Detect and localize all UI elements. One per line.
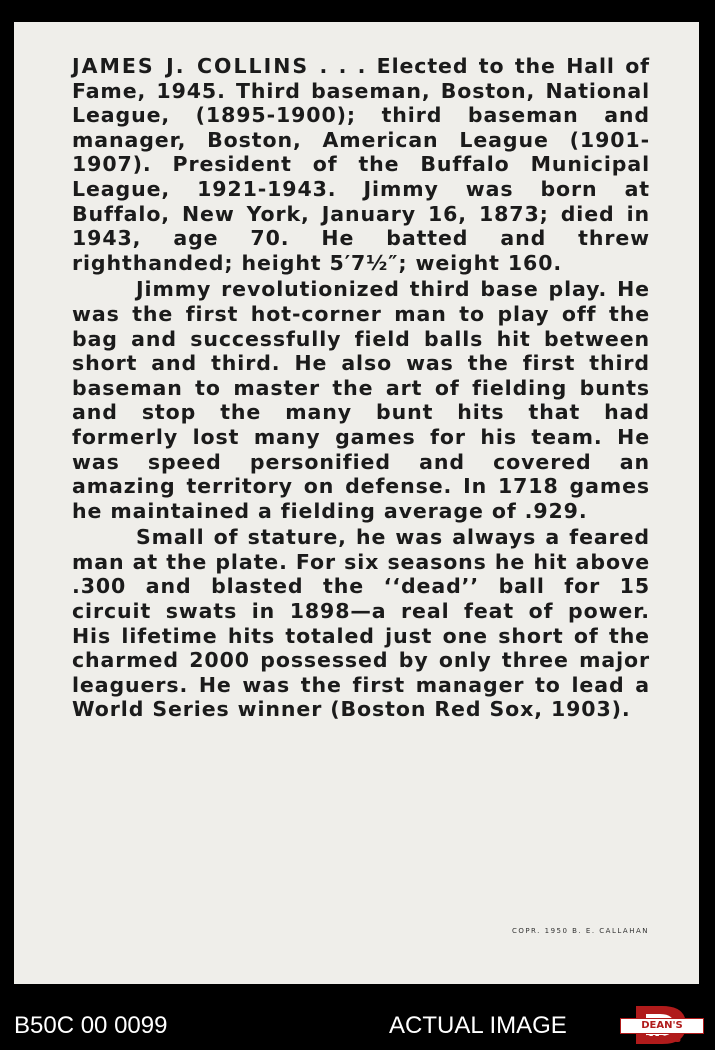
bio-paragraph-3: Small of stature, he was always a feared man at the plate. For six seasons he hit above .300 and blasted the ‘‘dead’’ ball for 15 circuit swats in 1898—a real feat of power. His lifetime hits totaled just one short of the charmed 2000 possessed by only three major leaguers. He was the first manager to lead a World Series winner (Boston Red Sox, 1903). bbox=[72, 525, 650, 722]
player-name: JAMES J. COLLINS bbox=[72, 54, 310, 78]
item-id: B50C 00 0099 bbox=[14, 1012, 168, 1039]
copyright-notice: COPR. 1950 B. E. CALLAHAN bbox=[511, 927, 649, 935]
logo-text: DEAN'S CARDS bbox=[620, 1018, 704, 1034]
card-back bbox=[14, 22, 699, 984]
bio-paragraph-1 bbox=[72, 54, 650, 275]
actual-image-label: ACTUAL IMAGE bbox=[389, 1012, 567, 1039]
bio-intro: . . . Elected to the Hall of Fame, 1945. Third baseman, Boston, National League, (1895-1900); third baseman and manager, Boston, American League (1901-1907). President of the Buffalo Municipal League, 1921-1943. Jimmy was born at Buffalo, New York, January 16, 1873; died in 1943, age 70. He batted and threw righthanded; height 5′7½″; weight 160. bbox=[72, 54, 651, 275]
bio-text bbox=[72, 54, 650, 722]
deans-cards-logo bbox=[606, 1004, 702, 1046]
bio-paragraph-2: Jimmy revolutionized third base play. He was the first hot-corner man to play off the bag and successfully field balls hit between short and third. He also was the first third baseman to master the art of fielding bunts and stop the many bunt hits that had formerly lost many games for his team. He was speed personified and covered an amazing territory on defense. In 1718 games he maintained a fielding average of .929. bbox=[72, 277, 650, 523]
